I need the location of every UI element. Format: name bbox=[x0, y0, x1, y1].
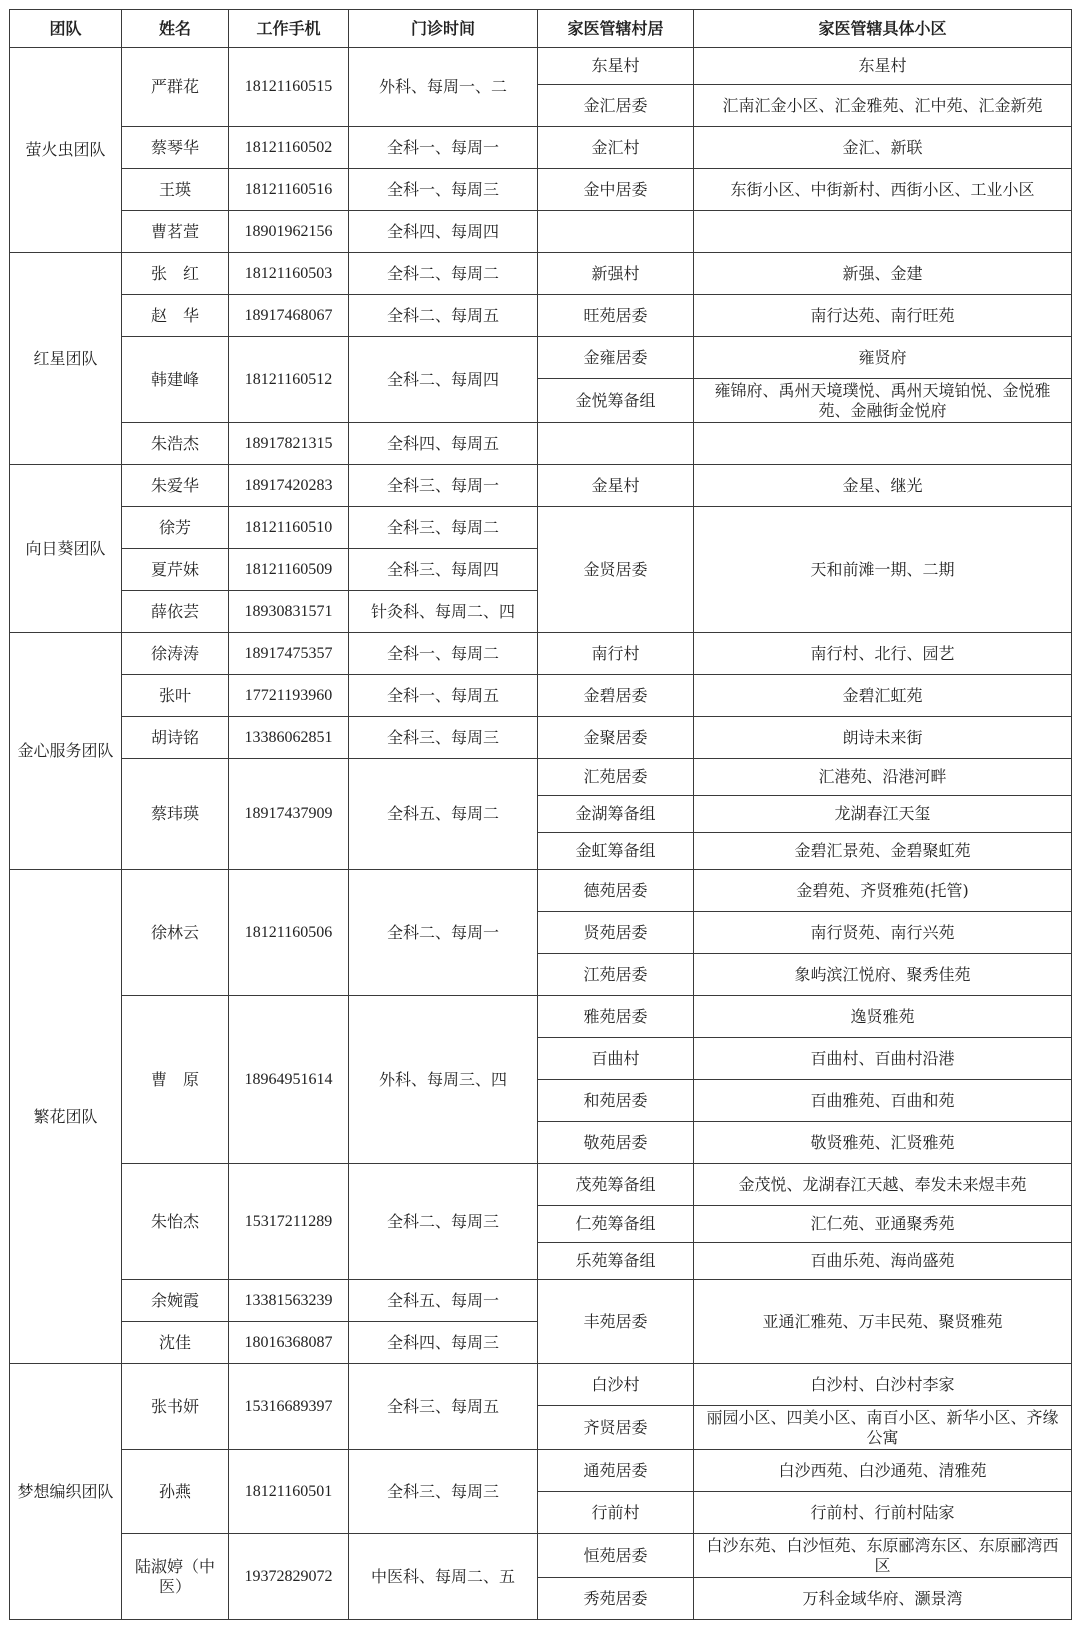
schedule-table-container bbox=[9, 9, 1072, 1620]
table-row bbox=[10, 211, 1072, 253]
doctor-phone: 18121160515 bbox=[229, 48, 349, 127]
village-cell: 旺苑居委 bbox=[538, 295, 694, 337]
clinic-time: 全科三、每周二 bbox=[349, 507, 538, 549]
communities-cell: 白沙西苑、白沙通苑、清雅苑 bbox=[694, 1450, 1072, 1492]
header-village: 家医管辖村居 bbox=[538, 10, 694, 48]
communities-cell: 金碧汇景苑、金碧聚虹苑 bbox=[694, 833, 1072, 870]
table-row bbox=[10, 1164, 1072, 1206]
communities-cell: 亚通汇雅苑、万丰民苑、聚贤雅苑 bbox=[694, 1280, 1072, 1364]
village-cell: 白沙村 bbox=[538, 1364, 694, 1406]
doctor-phone: 19372829072 bbox=[229, 1534, 349, 1620]
team-cell: 梦想编织团队 bbox=[10, 1364, 122, 1620]
clinic-time: 全科一、每周五 bbox=[349, 675, 538, 717]
clinic-time: 外科、每周一、二 bbox=[349, 48, 538, 127]
doctor-phone: 17721193960 bbox=[229, 675, 349, 717]
clinic-time: 全科二、每周一 bbox=[349, 870, 538, 996]
communities-cell: 万科金域华府、灏景湾 bbox=[694, 1578, 1072, 1620]
doctor-phone: 18121160502 bbox=[229, 127, 349, 169]
clinic-time: 全科一、每周三 bbox=[349, 169, 538, 211]
village-cell: 金湖筹备组 bbox=[538, 796, 694, 833]
doctor-name: 夏芹妹 bbox=[122, 549, 229, 591]
clinic-time: 全科二、每周三 bbox=[349, 1164, 538, 1280]
header-team: 团队 bbox=[10, 10, 122, 48]
table-row bbox=[10, 675, 1072, 717]
village-cell: 通苑居委 bbox=[538, 1450, 694, 1492]
table-row bbox=[10, 507, 1072, 549]
communities-cell: 白沙村、白沙村李家 bbox=[694, 1364, 1072, 1406]
doctor-phone: 18917821315 bbox=[229, 423, 349, 465]
doctor-phone: 15316689397 bbox=[229, 1364, 349, 1450]
communities-cell: 南行达苑、南行旺苑 bbox=[694, 295, 1072, 337]
table-row bbox=[10, 337, 1072, 379]
doctor-phone: 18917475357 bbox=[229, 633, 349, 675]
communities-cell: 南行贤苑、南行兴苑 bbox=[694, 912, 1072, 954]
village-cell: 秀苑居委 bbox=[538, 1578, 694, 1620]
village-cell: 百曲村 bbox=[538, 1038, 694, 1080]
doctor-phone: 18917420283 bbox=[229, 465, 349, 507]
village-cell: 南行村 bbox=[538, 633, 694, 675]
village-cell: 金雍居委 bbox=[538, 337, 694, 379]
doctor-name: 沈佳 bbox=[122, 1322, 229, 1364]
doctor-name: 蔡琴华 bbox=[122, 127, 229, 169]
communities-cell: 龙湖春江天玺 bbox=[694, 796, 1072, 833]
communities-cell: 汇南汇金小区、汇金雅苑、汇中苑、汇金新苑 bbox=[694, 85, 1072, 127]
communities-cell: 东街小区、中街新村、西街小区、工业小区 bbox=[694, 169, 1072, 211]
village-cell: 贤苑居委 bbox=[538, 912, 694, 954]
header-communities: 家医管辖具体小区 bbox=[694, 10, 1072, 48]
communities-cell: 东星村 bbox=[694, 48, 1072, 85]
communities-cell: 雍贤府 bbox=[694, 337, 1072, 379]
clinic-time: 针灸科、每周二、四 bbox=[349, 591, 538, 633]
clinic-time: 全科五、每周二 bbox=[349, 759, 538, 870]
village-cell: 金聚居委 bbox=[538, 717, 694, 759]
village-cell: 金星村 bbox=[538, 465, 694, 507]
doctor-phone: 18901962156 bbox=[229, 211, 349, 253]
table-row bbox=[10, 1450, 1072, 1492]
village-cell: 金汇居委 bbox=[538, 85, 694, 127]
communities-cell: 百曲乐苑、海尚盛苑 bbox=[694, 1243, 1072, 1280]
doctor-name: 胡诗铭 bbox=[122, 717, 229, 759]
doctor-name: 薛依芸 bbox=[122, 591, 229, 633]
communities-cell: 汇港苑、沿港河畔 bbox=[694, 759, 1072, 796]
doctor-name: 徐芳 bbox=[122, 507, 229, 549]
village-cell: 金碧居委 bbox=[538, 675, 694, 717]
village-cell bbox=[538, 423, 694, 465]
doctor-name: 陆淑婷（中医） bbox=[122, 1534, 229, 1620]
table-row bbox=[10, 48, 1072, 85]
communities-cell: 百曲雅苑、百曲和苑 bbox=[694, 1080, 1072, 1122]
village-cell: 仁苑筹备组 bbox=[538, 1206, 694, 1243]
doctor-name: 徐涛涛 bbox=[122, 633, 229, 675]
doctor-name: 严群花 bbox=[122, 48, 229, 127]
clinic-time: 全科二、每周二 bbox=[349, 253, 538, 295]
table-row bbox=[10, 633, 1072, 675]
communities-cell: 南行村、北行、园艺 bbox=[694, 633, 1072, 675]
doctor-phone: 18121160516 bbox=[229, 169, 349, 211]
table-row bbox=[10, 423, 1072, 465]
team-cell: 红星团队 bbox=[10, 253, 122, 465]
team-cell: 萤火虫团队 bbox=[10, 48, 122, 253]
village-cell: 汇苑居委 bbox=[538, 759, 694, 796]
village-cell: 东星村 bbox=[538, 48, 694, 85]
doctor-phone: 18917437909 bbox=[229, 759, 349, 870]
clinic-time: 全科三、每周三 bbox=[349, 1450, 538, 1534]
doctor-name: 曹茗萱 bbox=[122, 211, 229, 253]
table-row bbox=[10, 717, 1072, 759]
table-row bbox=[10, 169, 1072, 211]
village-cell: 行前村 bbox=[538, 1492, 694, 1534]
doctor-phone: 18121160509 bbox=[229, 549, 349, 591]
clinic-time: 全科四、每周五 bbox=[349, 423, 538, 465]
table-row bbox=[10, 295, 1072, 337]
village-cell: 新强村 bbox=[538, 253, 694, 295]
header-clinic-time: 门诊时间 bbox=[349, 10, 538, 48]
doctor-phone: 18964951614 bbox=[229, 996, 349, 1164]
village-cell: 金中居委 bbox=[538, 169, 694, 211]
village-cell: 丰苑居委 bbox=[538, 1280, 694, 1364]
doctor-name: 张叶 bbox=[122, 675, 229, 717]
village-cell: 金贤居委 bbox=[538, 507, 694, 633]
communities-cell: 雍锦府、禹州天境璞悦、禹州天境铂悦、金悦雅苑、金融街金悦府 bbox=[694, 379, 1072, 423]
family-doctor-table bbox=[9, 9, 1072, 1620]
communities-cell: 敬贤雅苑、汇贤雅苑 bbox=[694, 1122, 1072, 1164]
communities-cell: 百曲村、百曲村沿港 bbox=[694, 1038, 1072, 1080]
village-cell: 敬苑居委 bbox=[538, 1122, 694, 1164]
clinic-time: 中医科、每周二、五 bbox=[349, 1534, 538, 1620]
doctor-phone: 13381563239 bbox=[229, 1280, 349, 1322]
village-cell: 雅苑居委 bbox=[538, 996, 694, 1038]
clinic-time: 外科、每周三、四 bbox=[349, 996, 538, 1164]
communities-cell: 金碧汇虹苑 bbox=[694, 675, 1072, 717]
communities-cell: 汇仁苑、亚通聚秀苑 bbox=[694, 1206, 1072, 1243]
doctor-phone: 18121160501 bbox=[229, 1450, 349, 1534]
clinic-time: 全科二、每周四 bbox=[349, 337, 538, 423]
doctor-name: 朱爱华 bbox=[122, 465, 229, 507]
communities-cell: 白沙东苑、白沙恒苑、东原郦湾东区、东原郦湾西区 bbox=[694, 1534, 1072, 1578]
village-cell: 金汇村 bbox=[538, 127, 694, 169]
table-row bbox=[10, 759, 1072, 796]
village-cell: 和苑居委 bbox=[538, 1080, 694, 1122]
clinic-time: 全科四、每周四 bbox=[349, 211, 538, 253]
team-cell: 向日葵团队 bbox=[10, 465, 122, 633]
clinic-time: 全科二、每周五 bbox=[349, 295, 538, 337]
doctor-phone: 18121160510 bbox=[229, 507, 349, 549]
communities-cell: 金汇、新联 bbox=[694, 127, 1072, 169]
doctor-phone: 18930831571 bbox=[229, 591, 349, 633]
table-row bbox=[10, 465, 1072, 507]
clinic-time: 全科一、每周一 bbox=[349, 127, 538, 169]
doctor-phone: 18121160503 bbox=[229, 253, 349, 295]
communities-cell: 朗诗未来街 bbox=[694, 717, 1072, 759]
doctor-phone: 18121160512 bbox=[229, 337, 349, 423]
village-cell: 齐贤居委 bbox=[538, 1406, 694, 1450]
header-phone: 工作手机 bbox=[229, 10, 349, 48]
doctor-name: 孙燕 bbox=[122, 1450, 229, 1534]
communities-cell bbox=[694, 211, 1072, 253]
communities-cell: 丽园小区、四美小区、南百小区、新华小区、齐缘公寓 bbox=[694, 1406, 1072, 1450]
doctor-name: 朱怡杰 bbox=[122, 1164, 229, 1280]
team-cell: 繁花团队 bbox=[10, 870, 122, 1364]
village-cell: 茂苑筹备组 bbox=[538, 1164, 694, 1206]
doctor-phone: 15317211289 bbox=[229, 1164, 349, 1280]
header-name: 姓名 bbox=[122, 10, 229, 48]
clinic-time: 全科三、每周四 bbox=[349, 549, 538, 591]
doctor-name: 徐林云 bbox=[122, 870, 229, 996]
doctor-name: 张书妍 bbox=[122, 1364, 229, 1450]
village-cell: 金悦筹备组 bbox=[538, 379, 694, 423]
doctor-name: 曹 原 bbox=[122, 996, 229, 1164]
clinic-time: 全科五、每周一 bbox=[349, 1280, 538, 1322]
table-row bbox=[10, 1534, 1072, 1578]
communities-cell: 天和前滩一期、二期 bbox=[694, 507, 1072, 633]
table-row bbox=[10, 1280, 1072, 1322]
doctor-phone: 18016368087 bbox=[229, 1322, 349, 1364]
clinic-time: 全科四、每周三 bbox=[349, 1322, 538, 1364]
team-cell: 金心服务团队 bbox=[10, 633, 122, 870]
table-row bbox=[10, 870, 1072, 912]
village-cell bbox=[538, 211, 694, 253]
doctor-name: 韩建峰 bbox=[122, 337, 229, 423]
communities-cell: 金茂悦、龙湖春江天越、奉发未来煜丰苑 bbox=[694, 1164, 1072, 1206]
communities-cell: 金碧苑、齐贤雅苑(托管) bbox=[694, 870, 1072, 912]
communities-cell: 象屿滨江悦府、聚秀佳苑 bbox=[694, 954, 1072, 996]
doctor-name: 蔡玮瑛 bbox=[122, 759, 229, 870]
table-row bbox=[10, 996, 1072, 1038]
village-cell: 德苑居委 bbox=[538, 870, 694, 912]
clinic-time: 全科三、每周五 bbox=[349, 1364, 538, 1450]
clinic-time: 全科三、每周三 bbox=[349, 717, 538, 759]
clinic-time: 全科三、每周一 bbox=[349, 465, 538, 507]
communities-cell bbox=[694, 423, 1072, 465]
table-row bbox=[10, 127, 1072, 169]
table-row bbox=[10, 253, 1072, 295]
doctor-name: 王瑛 bbox=[122, 169, 229, 211]
doctor-name: 余婉霞 bbox=[122, 1280, 229, 1322]
table-row bbox=[10, 1364, 1072, 1406]
communities-cell: 新强、金建 bbox=[694, 253, 1072, 295]
clinic-time: 全科一、每周二 bbox=[349, 633, 538, 675]
communities-cell: 逸贤雅苑 bbox=[694, 996, 1072, 1038]
doctor-name: 朱浩杰 bbox=[122, 423, 229, 465]
communities-cell: 金星、继光 bbox=[694, 465, 1072, 507]
village-cell: 恒苑居委 bbox=[538, 1534, 694, 1578]
village-cell: 金虹筹备组 bbox=[538, 833, 694, 870]
doctor-name: 赵 华 bbox=[122, 295, 229, 337]
village-cell: 乐苑筹备组 bbox=[538, 1243, 694, 1280]
village-cell: 江苑居委 bbox=[538, 954, 694, 996]
doctor-phone: 18917468067 bbox=[229, 295, 349, 337]
communities-cell: 行前村、行前村陆家 bbox=[694, 1492, 1072, 1534]
doctor-name: 张 红 bbox=[122, 253, 229, 295]
doctor-phone: 18121160506 bbox=[229, 870, 349, 996]
doctor-phone: 13386062851 bbox=[229, 717, 349, 759]
table-header-row bbox=[10, 10, 1072, 48]
